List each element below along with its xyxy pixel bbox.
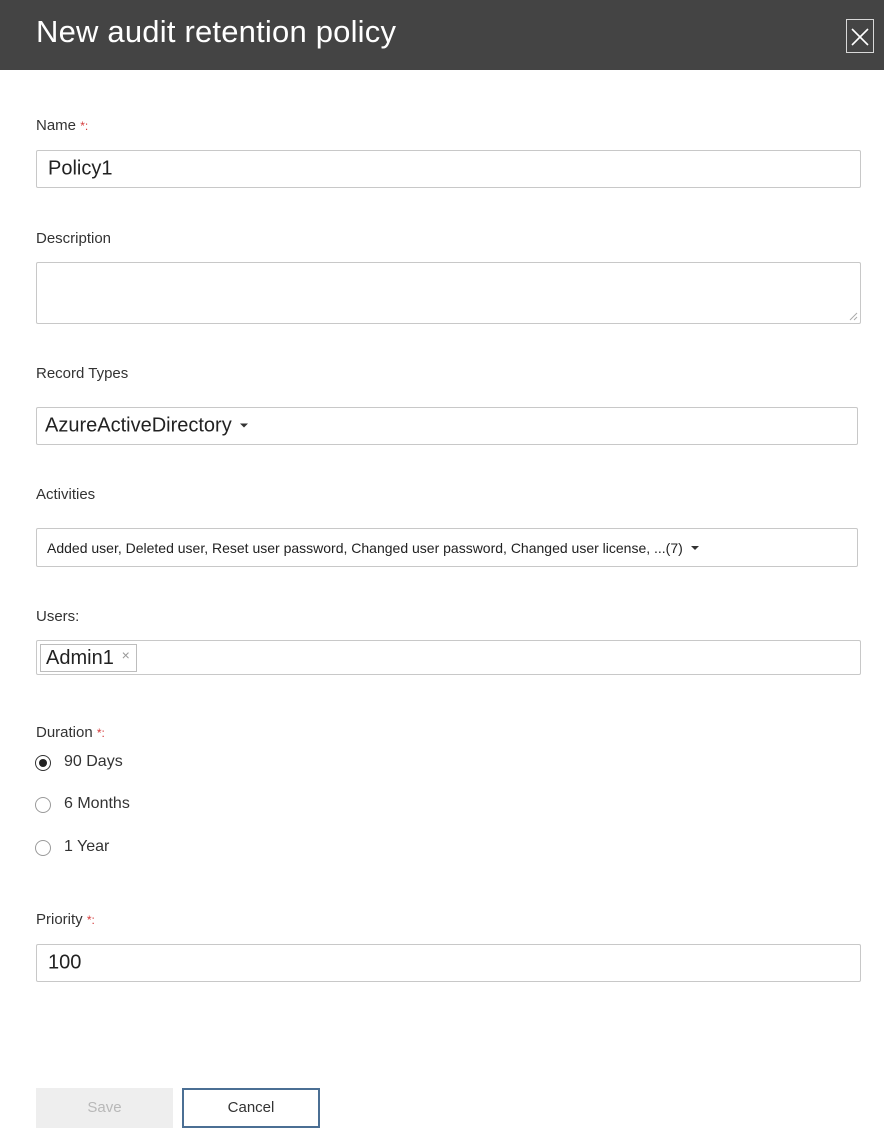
duration-label: Duration *: xyxy=(36,724,105,741)
duration-option-label: 6 Months xyxy=(64,795,130,812)
description-textarea[interactable] xyxy=(36,262,861,324)
radio-unchecked-icon[interactable] xyxy=(35,797,51,813)
users-input[interactable] xyxy=(36,640,861,675)
close-icon xyxy=(850,27,870,47)
save-button[interactable]: Save xyxy=(36,1088,173,1128)
users-label: Users: xyxy=(36,608,80,625)
cancel-button[interactable]: Cancel xyxy=(182,1088,320,1128)
required-marker: *: xyxy=(86,913,95,927)
required-marker: *: xyxy=(80,119,89,133)
duration-option-label: 1 Year xyxy=(64,838,110,855)
name-label: Name *: xyxy=(36,117,89,134)
user-chip-label: Admin1 xyxy=(46,647,114,669)
radio-checked-icon[interactable] xyxy=(35,755,51,771)
required-marker: *: xyxy=(96,726,105,740)
name-value: Policy1 xyxy=(48,157,113,180)
chevron-down-icon xyxy=(240,423,248,427)
remove-chip-icon[interactable]: × xyxy=(121,647,130,663)
description-label: Description xyxy=(36,230,112,247)
activities-dropdown[interactable] xyxy=(36,528,858,567)
name-input[interactable] xyxy=(36,150,861,188)
activities-value: Added user, Deleted user, Reset user password, Changed user password, Changed user license, ...(7) xyxy=(47,539,683,556)
priority-value: 100 xyxy=(48,951,82,974)
dialog-header xyxy=(0,0,884,70)
priority-input[interactable] xyxy=(36,944,861,982)
resize-grip-icon[interactable] xyxy=(849,312,858,321)
record-types-dropdown[interactable] xyxy=(36,407,858,445)
record-types-value: AzureActiveDirectory xyxy=(45,414,232,437)
priority-label: Priority *: xyxy=(36,911,95,928)
chevron-down-icon xyxy=(691,546,699,550)
radio-unchecked-icon[interactable] xyxy=(35,840,51,856)
activities-label: Activities xyxy=(36,486,96,503)
close-button[interactable] xyxy=(846,19,874,53)
duration-option-label: 90 Days xyxy=(64,753,123,770)
dialog-title: New audit retention policy xyxy=(36,14,397,49)
record-types-label: Record Types xyxy=(36,365,129,382)
user-chip xyxy=(40,644,137,672)
